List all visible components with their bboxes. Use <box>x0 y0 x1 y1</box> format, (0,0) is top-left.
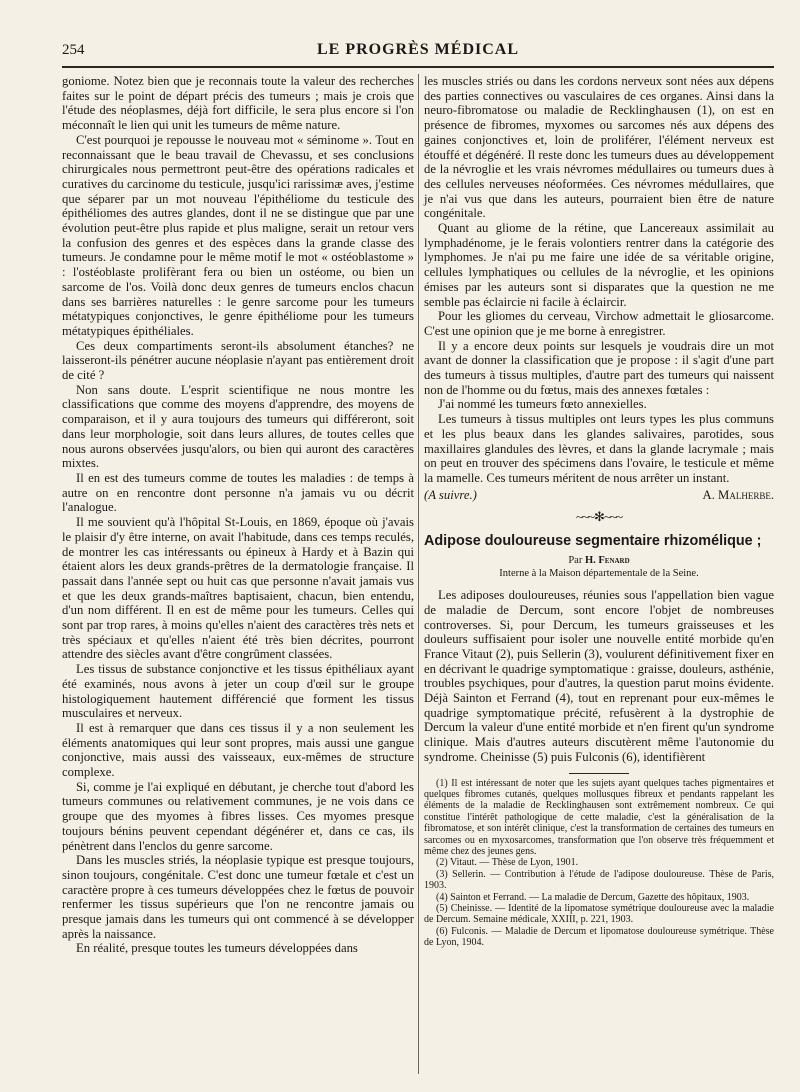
byline-author: H. Fenard <box>584 555 630 567</box>
paragraph: Les adiposes douloureuses, réunies sous l'appellation bien vague de maladie de Dercum, sont encore l'objet de nombreuses controverses. Si, pour Dercum, les tumeurs graisseuses et les douleurs suffisaient pour isoler une nouvelle entité morbide qu'en France Vitaut (2), puis Sellerin (3), voulurent définitivement fixer en en décrivant le quadrige symptomatique : graisse, douleurs, asthénie, troubles psychiques, pour d'autres, la question parut moins évidente. Déjà Sainton et Ferrand (4), tout en reprenant pour eux-mêmes le quadrige symptomatique précité, refusèrent à la dystrophie de Dercum la valeur d'une entité morbide et n'en firent qu'un syndrome clinique. Mais d'autres auteurs discutèrent même l'autonomie du syndrome. Cheinisse (5) puis Fulconis (6), identifièrent <box>424 588 774 764</box>
paragraph: Si, comme je l'ai expliqué en débutant, je cherche tout d'abord les tumeurs communes ou relativement communes, je ne vois dans ce groupe que des myomes à fibres lisses. Ces myomes presque toujours bénins peuvent cependant dégénérer et, dans ce cas, ils pénètrent dans l'enclos du genre sarcome. <box>62 779 414 853</box>
paragraph: Non sans doute. L'esprit scientifique ne nous montre les classifications que comme des moyens d'apprendre, des moyens de comparaison, et il y aura toujours des tumeurs qui différeront, soit dans leur morphologie, soit dans leurs allures, de toutes celles que nous aurons observées jusqu'alors, ou bien qui auront des caractères mixtes. <box>62 382 414 471</box>
page-number: 254 <box>62 42 85 58</box>
paragraph: Quant au gliome de la rétine, que Lancereaux assimilait au lymphadénome, je le ferais volontiers rentrer dans la catégorie des lymphomes. Je n'ai pu me faire une idée de sa véritable origine, cellules lymphatiques ou cellules de la névroglie, et les opinions émises par les auteurs sont si disparates que la question ne me semble pas éclaircie ni facile à éclaircir. <box>424 221 774 309</box>
article-title: Adipose douloureuse segmentaire rhizomélique ; <box>424 533 762 550</box>
paragraph: Il est à remarquer que dans ces tissus il y a non seulement les éléments anatomiques qui leur sont propres, mais aussi une gangue conjonctive, mais aussi des vaisseaux, eux-mêmes de structure complexe. <box>62 720 414 780</box>
page-header <box>62 38 774 62</box>
paragraph: En réalité, presque toutes les tumeurs développées dans <box>76 941 358 956</box>
column-divider <box>418 74 419 1074</box>
footnote: (3) Sellerin. — Contribution à l'étude de l'adipose douloureuse. Thèse de Paris, 1903. <box>424 868 774 892</box>
footnote: (1) Il est intéressant de noter que les sujets ayant quelques taches pigmentaires et quelques fibromes cutanés, quelques mollusques fibreux et pendants rappelant les éléments de la maladie de Recklinghausen sont extrêmement nombreux. Ce qui constitue l'intérêt pathologique de cette maladie, c'est la généralisation de la fibromatose, et son intérêt clinique, c'est la transformation de certaines des tumeurs en sarcomes ou en myxosarcomes, transformation que l'on observe très fréquemment et même chez des jeunes gens. <box>424 777 774 857</box>
paragraph: Ces deux compartiments seront-ils absolument étanches? ne laisseront-ils pénétrer aucune néoplasie n'ayant pas entièrement droit de cité ? <box>62 338 414 383</box>
paragraph: Il y a encore deux points sur lesquels je voudrais dire un mot avant de donner la classification que je propose : il s'agit d'une part des tumeurs à tissus multiples, d'autre part des tumeurs qui naissent non de l'homme ou du fœtus, mais des annexes fœtales : <box>424 338 774 397</box>
article-affiliation: Interne à la Maison départementale de la Seine. <box>499 568 699 580</box>
article-byline <box>424 554 774 567</box>
journal-title: LE PROGRÈS MÉDICAL <box>316 41 520 58</box>
paragraph: Pour les gliomes du cerveau, Virchow admettait le gliosarcome. C'est une opinion que je me borne à enregistrer. <box>424 309 774 338</box>
paragraph: J'ai nommé les tumeurs fœto annexielles. <box>438 397 647 412</box>
signature-line <box>424 488 774 503</box>
paragraph: Dans les muscles striés, la néoplasie typique est presque toujours, sinon toujours, congénitale. C'est donc une tumeur fœtale et c'est un caractère propre à ces tumeurs développées chez le fœtus de pouvoir renfermer les tissus supérieurs que l'on ne rencontre jamais ou presque jamais dans les tumeurs qui ont commencé à se développer après la naissance. <box>62 853 414 941</box>
left-column <box>62 74 414 956</box>
paragraph: goniome. Notez bien que je reconnais toute la valeur des recherches faites sur le point de départ précis des tumeurs ; mais je crois que l'étude des néoplasmes, déjà fort difficile, le sera plus encore si l'on méconnaît le lien qui unit les tumeurs de même nature. <box>62 74 414 133</box>
byline-prefix: Par <box>568 555 583 567</box>
paragraph: Les tissus de substance conjonctive et les tissus épithéliaux ayant été examinés, nous avons à jeter un coup d'œil sur le groupe histologiquement hautement différencié que forment les tissus musculaires et nerveux. <box>62 662 414 721</box>
paragraph: Il me souvient qu'à l'hôpital St-Louis, en 1869, époque où j'avais le plaisir d'y être interne, on avait l'habitude, dans ces temps reculés, de montrer les cas intéressants ou épineux à Hardy et à Bazin qui étaient alors les deux grands-prêtres de la dermatologie française. Il passait dans l'année sept ou huit cas que personne n'avait jamais vus et que les deux grands-maîtres baptisaient, chacun, bien entendu, d'un nom différent. Il en est de même pour les tumeurs. Celles qui sont par trop rares, à moins qu'elles n'aient des caractères très nets et très spéciaux et qu'elles n'aient été très bien décrites, pourront attendre des siècles avant d'être congrûment classées. <box>62 515 414 662</box>
footnotes <box>424 778 774 949</box>
footnote: (4) Sainton et Ferrand. — La maladie de Dercum, Gazette des hôpitaux, 1903. <box>436 891 750 903</box>
paragraph: C'est pourquoi je repousse le nouveau mot « séminome ». Tout en reconnaissant que le beau travail de Chevassu, et ses conclusions chirurgicales nous permettront peut-être des opérations radicales et curatives du carcinome du testicule, jusqu'ici rarissimæ aves, j'estime que séparer par un mot nouveau l'épithéliome du testicule des épithéliomes des autres glandes, dont il ne se distingue que par une évolution peut-être plus rapide et plus maligne, serait un retour vers la confusion des genres et des espèces dans la grande classe des tumeurs. Je condamne pour le même motif le mot « ostéoblastome » : l'ostéoblaste prolifèrant fera ou bien un ostéome, ou bien un sarcome de l'os. Voilà donc deux genres de tumeurs enclos chacun dans ses barrières naturelles : le genre sarcome pour les tumeurs métatypiques conjonctives, le genre épithéliome pour les tumeurs métatypiques épithéliales. <box>62 132 414 338</box>
paragraph: Les tumeurs à tissus multiples ont leurs types les plus communs et les plus beaux dans les glandes salivaires, parotides, sous maxillaires glandules des lèvres, et dans la glande lacrymale ; mais on peut en trouver des spécimens dans l'ovaire, le testicule et même la mamelle. Ces tumeurs méritent de nous arrêter un instant. <box>424 412 774 485</box>
author-signature: A. Malherbe. <box>702 487 774 502</box>
paragraph: Il en est des tumeurs comme de toutes les maladies : de temps à autre on en rencontre dont personne n'a jamais vu ou décrit l'analogue. <box>62 470 414 515</box>
paragraph: les muscles striés ou dans les cordons nerveux sont nées aux dépens des parties connectives ou vasculaires de ces organes. Ainsi dans la neuro-fibromatose ou maladie de Recklinghausen (1), on est en présence de fibromes, myxomes ou sarcomes nés aux dépens des gaines conjonctives et, loin de proliférer, l'élément nerveux est étouffé et dégénéré. Il reste donc les tumeurs dues au développement de la névroglie et les vrais névromes médullaires ou tumeurs dues à des cellules nerveuses néoformées. Ces névromes médullaires, que je n'ai vus que dans les auteurs, pourraient bien être de nature congénitale. <box>424 74 774 221</box>
footnote: (2) Vitaut. — Thèse de Lyon, 1901. <box>436 857 579 869</box>
footnote: (5) Cheinisse. — Identité de la lipomatose symétrique douloureuse avec la maladie de Dercum. Semaine médicale, XXIII, p. 221, 1903. <box>424 903 774 926</box>
to-be-continued: (A suivre.) <box>424 487 477 502</box>
footnote: (6) Fulconis. — Maladie de Dercum et lipomatose douloureuse symétrique. Thèse de Lyon, 1904. <box>424 925 774 949</box>
right-column <box>424 74 774 949</box>
section-ornament: ~~~✻~~~ <box>575 509 623 525</box>
header-rule <box>62 66 774 68</box>
footnote-rule <box>569 773 629 774</box>
